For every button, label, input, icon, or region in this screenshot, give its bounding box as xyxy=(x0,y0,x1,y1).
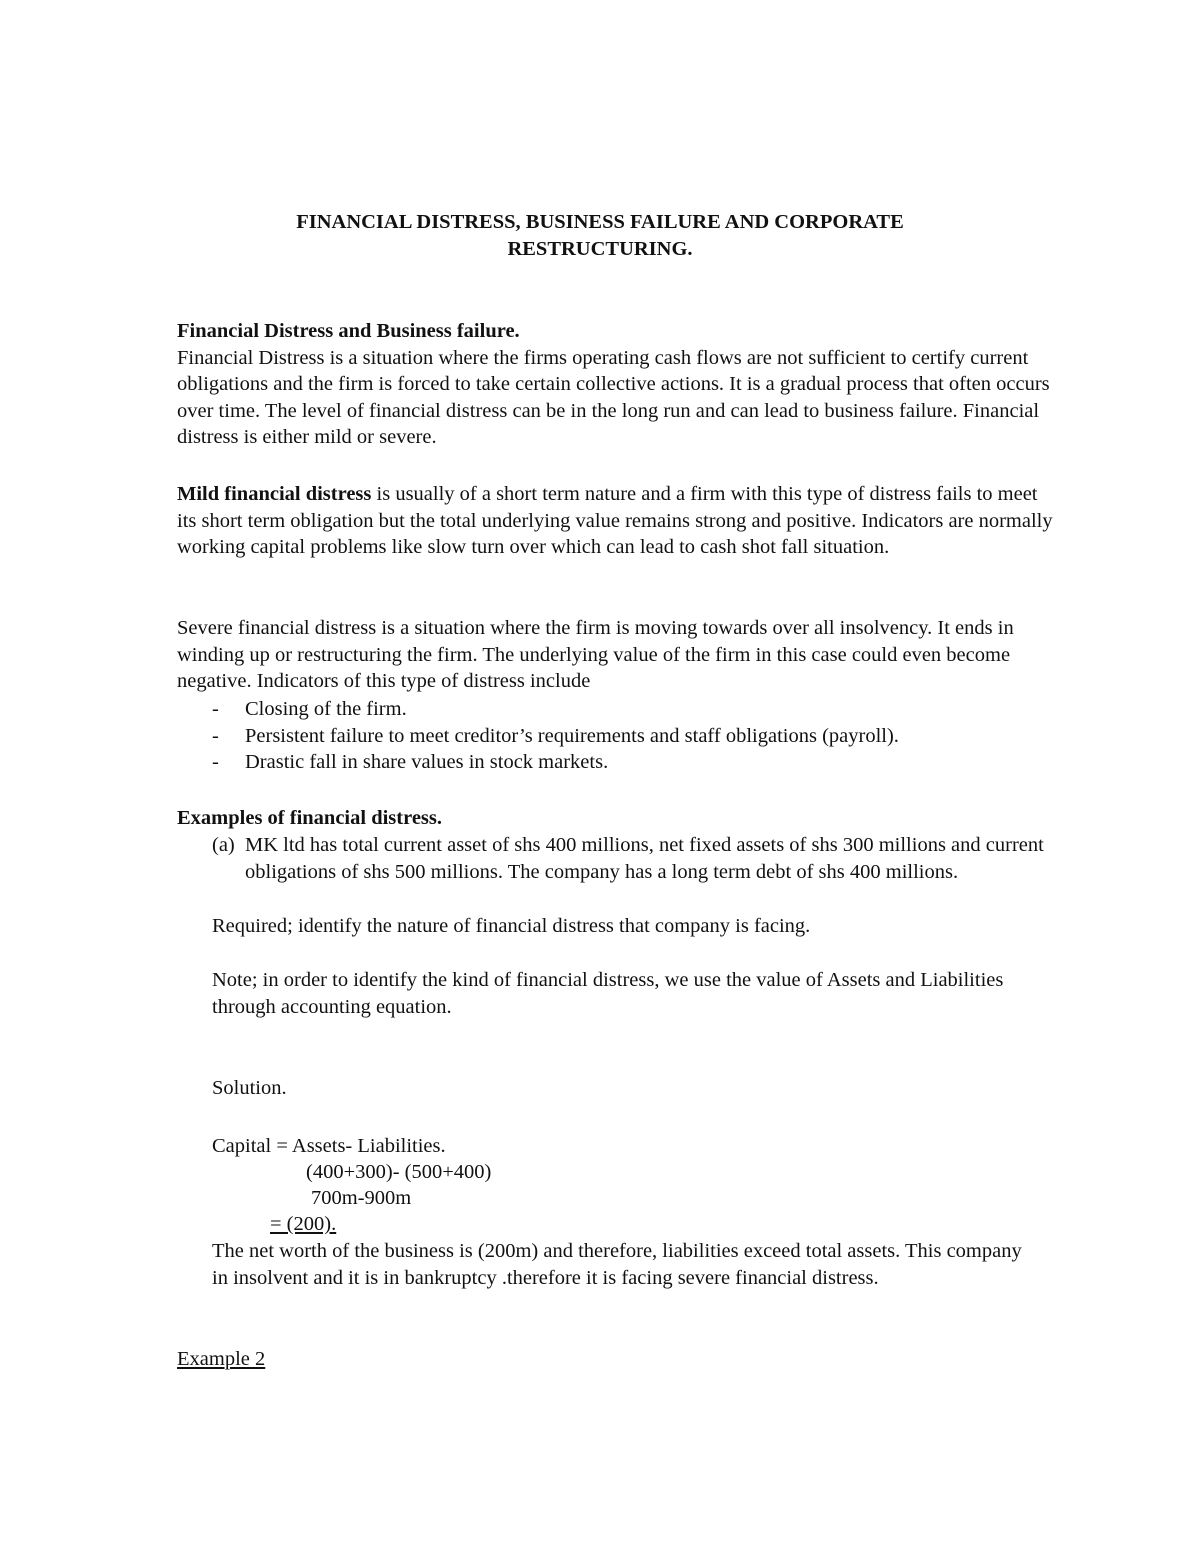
list-item-text: Drastic fall in share values in stock markets. xyxy=(245,751,609,773)
solution-label: Solution. xyxy=(212,1077,287,1099)
calc-line-1: Capital = Assets- Liabilities. xyxy=(212,1135,446,1157)
examples-heading: Examples of financial distress. xyxy=(177,807,442,829)
example-required: Required; identify the nature of financial distress that company is facing. xyxy=(212,915,811,937)
example-2-heading: Example 2 xyxy=(177,1348,266,1370)
title-line-1: FINANCIAL DISTRESS, BUSINESS FAILURE AND CORPORATE xyxy=(296,211,904,233)
mild-distress-term: Mild financial distress xyxy=(177,483,372,505)
list-item-text: Persistent failure to meet creditor’s requirements and staff obligations (payroll). xyxy=(245,724,899,747)
calc-line-2: (400+300)- (500+400) xyxy=(306,1161,492,1183)
list-item-text: Closing of the firm. xyxy=(245,698,407,720)
document-title xyxy=(0,209,1200,263)
severe-distress-body: Severe financial distress is a situation where the firm is moving towards over all insolvency. It ends in winding up or restructuring the firm. The underlying value of the firm in this case could even become negative. Indicators of this type of distress include xyxy=(177,617,1014,692)
calc-line-3: 700m-900m xyxy=(311,1187,412,1209)
list-bullet: - xyxy=(212,724,219,747)
section-severe-distress xyxy=(177,615,1057,695)
example-a-label: (a) xyxy=(212,834,235,856)
calc-result: = (200). xyxy=(270,1213,337,1235)
section-mild-distress xyxy=(177,481,1057,561)
severe-indicators-list xyxy=(212,696,1032,776)
list-item xyxy=(212,696,1032,723)
list-bullet: - xyxy=(212,751,219,773)
example-a-text: MK ltd has total current asset of shs 400 millions, net fixed assets of shs 300 millions and current obligations of shs 500 millions. The company has a long term debt of shs 400 millions. xyxy=(245,834,1044,883)
section-body: Financial Distress is a situation where the firms operating cash flows are not sufficient to certify current obligations and the firm is forced to take certain collective actions. It is a gradual process that often occurs over time. The level of financial distress can be in the long run and can lead to business failure. Financial distress is either mild or severe. xyxy=(177,346,1050,448)
section-heading: Financial Distress and Business failure. xyxy=(177,320,520,342)
examples-heading-block xyxy=(177,805,1057,832)
example-note: Note; in order to identify the kind of financial distress, we use the value of Assets and Liabilities through accounting equation. xyxy=(212,969,1004,1018)
list-bullet: - xyxy=(212,698,219,720)
solution-conclusion: The net worth of the business is (200m) and therefore, liabilities exceed total assets. This company in insolvent and it is in bankruptcy .therefore it is facing severe financial distress. xyxy=(212,1240,1022,1289)
section-financial-distress xyxy=(177,318,1057,451)
mild-distress-body: is usually of a short term nature and a firm with this type of distress fails to meet its short term obligation but the total underlying value remains strong and positive. Indicators are normally working capital problems like slow turn over which can lead to cash shot fall situation. xyxy=(177,483,1053,558)
title-line-2: RESTRUCTURING. xyxy=(507,238,693,260)
list-item xyxy=(212,723,1032,750)
list-item xyxy=(212,749,1032,776)
